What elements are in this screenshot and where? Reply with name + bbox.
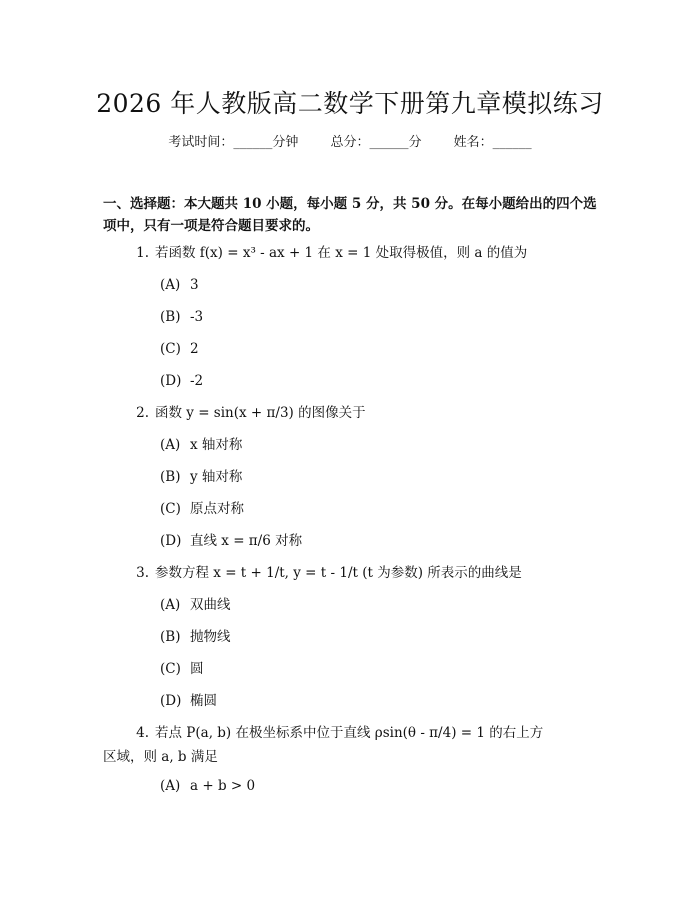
option-2d	[160, 531, 302, 551]
option-letter: (A)	[160, 277, 181, 293]
option-text: a + b > 0	[190, 778, 256, 794]
option-letter: (D)	[160, 693, 182, 709]
option-1a	[160, 275, 199, 295]
question-1	[103, 241, 603, 265]
exam-info-line	[0, 131, 700, 150]
option-1d	[160, 371, 203, 391]
option-2b	[160, 467, 242, 487]
option-text: x 轴对称	[190, 437, 243, 453]
option-4a	[160, 776, 255, 796]
exam-time-field: 考试时间：______分钟	[168, 135, 299, 150]
question-2	[103, 401, 603, 425]
option-text: 抛物线	[190, 629, 231, 645]
option-2a	[160, 435, 242, 455]
option-text: y 轴对称	[190, 469, 243, 485]
option-3c	[160, 659, 204, 679]
option-text: 3	[190, 277, 199, 293]
question-text: 函数 y = sin(x + π/3) 的图像关于	[155, 405, 366, 421]
question-number: 1.	[136, 245, 149, 261]
option-1b	[160, 307, 203, 327]
question-4-continuation	[103, 745, 603, 769]
option-3d	[160, 691, 217, 711]
question-number: 2.	[136, 405, 149, 421]
option-3a	[160, 595, 231, 615]
option-letter: (B)	[160, 309, 181, 325]
option-3b	[160, 627, 231, 647]
section-heading: 一、选择题：本大题共 10 小题，每小题 5 分，共 50 分。在每小题给出的四个选项中，只有一项是符合题目要求的。	[103, 196, 597, 234]
option-text: -2	[190, 373, 204, 389]
page-title: 2026 年人教版高二数学下册第九章模拟练习	[96, 89, 604, 118]
question-number: 4.	[136, 725, 149, 741]
question-text: 参数方程 x = t + 1/t, y = t - 1/t (t 为参数) 所表示的曲线是	[155, 565, 522, 581]
question-4	[103, 721, 603, 745]
student-name-field: 姓名：______	[453, 135, 532, 150]
option-text: 原点对称	[190, 501, 244, 517]
option-2c	[160, 499, 244, 519]
option-letter: (C)	[160, 501, 181, 517]
option-letter: (C)	[160, 661, 181, 677]
option-text: 2	[190, 341, 199, 357]
question-text: 若函数 f(x) = x³ - ax + 1 在 x = 1 处取得极值，则 a 的值为	[155, 245, 528, 261]
option-letter: (A)	[160, 778, 181, 794]
option-letter: (D)	[160, 533, 182, 549]
option-letter: (A)	[160, 597, 181, 613]
option-letter: (C)	[160, 341, 181, 357]
option-1c	[160, 339, 199, 359]
option-text: 椭圆	[190, 693, 217, 709]
option-text: 直线 x = π/6 对称	[190, 533, 303, 549]
question-text: 若点 P(a, b) 在极坐标系中位于直线 ρsin(θ - π/4) = 1 的右上方	[155, 725, 544, 741]
question-text: 区域，则 a, b 满足	[103, 749, 218, 765]
option-letter: (B)	[160, 469, 181, 485]
total-score-field: 总分：______分	[330, 135, 422, 150]
question-3	[103, 561, 603, 585]
question-number: 3.	[136, 565, 149, 581]
option-text: -3	[190, 309, 204, 325]
option-letter: (A)	[160, 437, 181, 453]
option-text: 圆	[190, 661, 204, 677]
option-letter: (D)	[160, 373, 182, 389]
option-letter: (B)	[160, 629, 181, 645]
option-text: 双曲线	[190, 597, 231, 613]
